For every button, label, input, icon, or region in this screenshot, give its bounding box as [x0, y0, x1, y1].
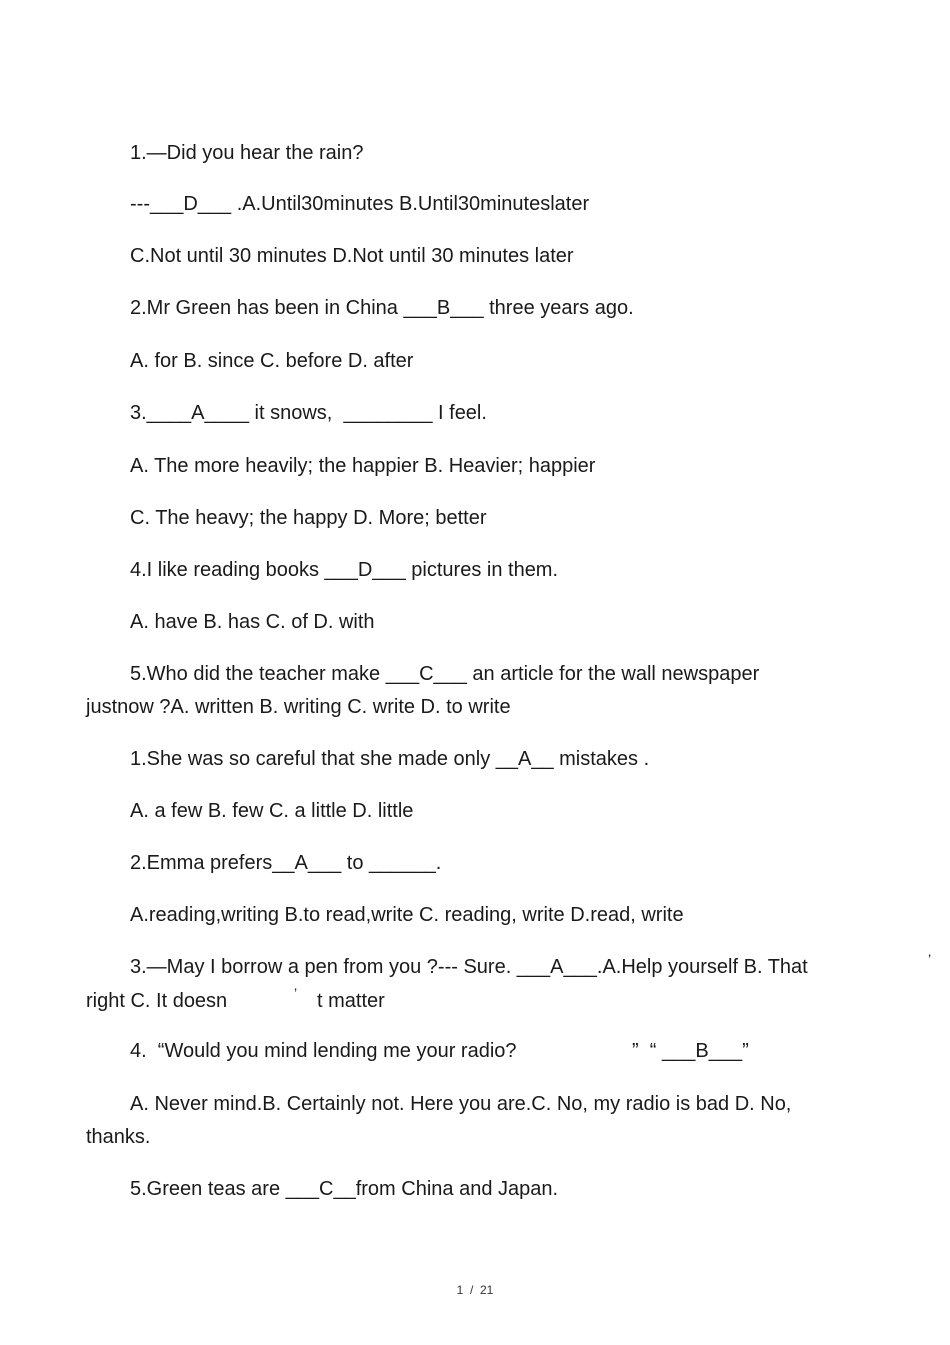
- question-line: C.Not until 30 minutes D.Not until 30 minutes later: [130, 245, 574, 267]
- question-line: A. a few B. few C. a little D. little: [130, 800, 414, 822]
- question-line: 4. “Would you mind lending me your radio?: [130, 1040, 517, 1062]
- question-line: A.reading,writing B.to read,write C. reading, write D.read, write: [130, 904, 684, 926]
- apostrophe-mark: ’: [928, 951, 932, 967]
- question-line: 1.—Did you hear the rain?: [130, 142, 364, 164]
- question-line: 1.She was so careful that she made only __A__ mistakes .: [130, 748, 650, 770]
- question-line: ” “ ___B___”: [632, 1040, 749, 1062]
- question-line: A. The more heavily; the happier B. Heavier; happier: [130, 455, 596, 477]
- question-line: A. have B. has C. of D. with: [130, 611, 375, 633]
- question-line: t matter: [317, 990, 385, 1012]
- question-line: 3.—May I borrow a pen from you ?--- Sure. ___A___.A.Help yourself B. That: [130, 956, 808, 978]
- page-number: 1 / 21: [456, 1283, 494, 1297]
- question-line: 2.Emma prefers__A___ to ______.: [130, 852, 442, 874]
- question-line: justnow ?A. written B. writing C. write D. to write: [86, 696, 511, 718]
- question-line: right C. It doesn: [86, 990, 228, 1012]
- question-line: C. The heavy; the happy D. More; better: [130, 507, 487, 529]
- question-line: 3.____A____ it snows, ________ I feel.: [130, 402, 487, 424]
- question-line: 5.Who did the teacher make ___C___ an article for the wall newspaper: [130, 663, 760, 685]
- question-line: 2.Mr Green has been in China ___B___ three years ago.: [130, 297, 634, 319]
- question-line: A. Never mind.B. Certainly not. Here you are.C. No, my radio is bad D. No,: [130, 1093, 792, 1115]
- question-line: ---___D___ .A.Until30minutes B.Until30minuteslater: [130, 193, 590, 215]
- question-line: thanks.: [86, 1126, 151, 1148]
- question-line: 4.I like reading books ___D___ pictures in them.: [130, 559, 559, 581]
- question-line: A. for B. since C. before D. after: [130, 350, 414, 372]
- question-line: 5.Green teas are ___C__from China and Japan.: [130, 1178, 559, 1200]
- apostrophe-mark: ’: [294, 985, 298, 1001]
